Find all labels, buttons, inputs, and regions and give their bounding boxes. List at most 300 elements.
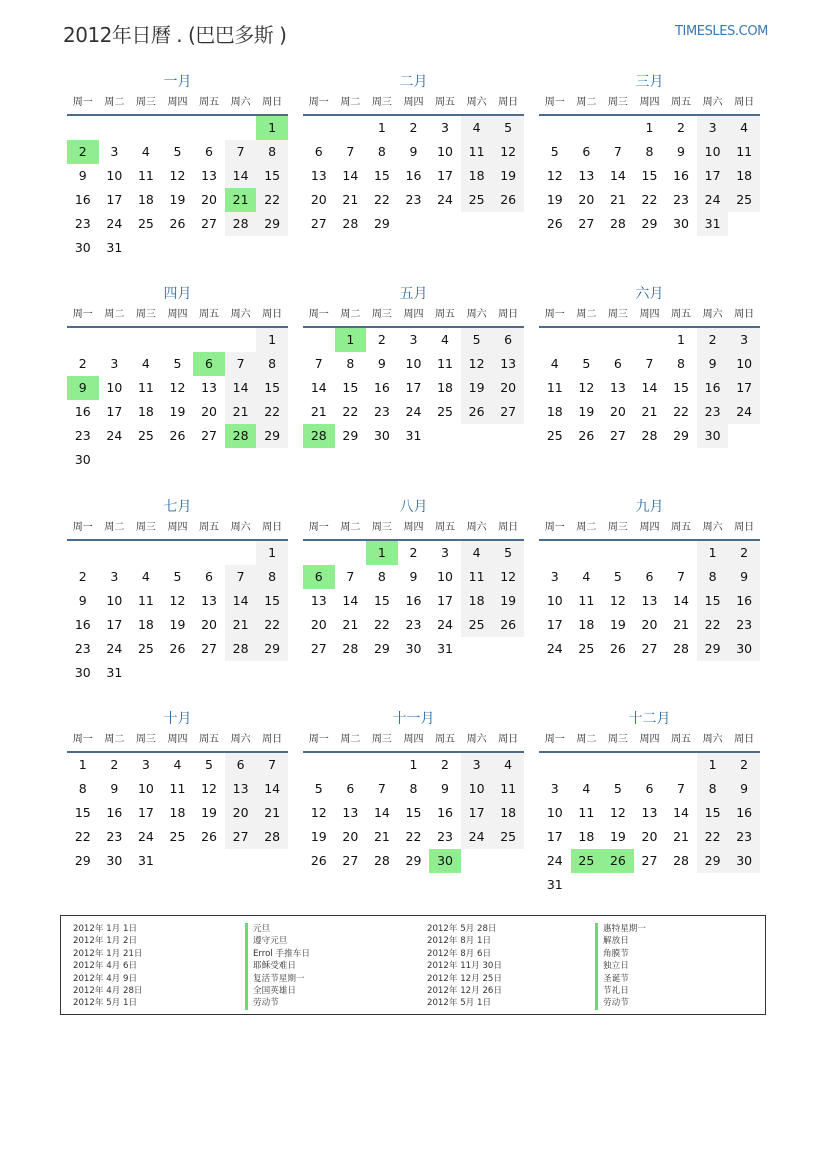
day-cell[interactable]: 28: [609, 216, 626, 231]
day-cell[interactable]: 20: [225, 801, 257, 825]
day-cell[interactable]: 1: [256, 541, 288, 565]
day-cell[interactable]: 23: [728, 825, 760, 849]
day-cell[interactable]: 6: [205, 569, 213, 584]
day-cell[interactable]: 22: [373, 617, 390, 632]
day-cell[interactable]: 7: [613, 144, 622, 159]
day-cell[interactable]: 23: [728, 613, 760, 637]
day-cell[interactable]: 14: [609, 168, 626, 183]
day-cell[interactable]: 7: [225, 565, 257, 589]
day-cell[interactable]: 14: [225, 376, 257, 400]
day-cell[interactable]: 6: [613, 356, 622, 371]
day-cell[interactable]: 20: [310, 192, 327, 207]
day-cell[interactable]: 6: [582, 144, 591, 159]
day-cell[interactable]: 9: [728, 565, 760, 589]
day-cell[interactable]: 8: [697, 777, 729, 801]
day-cell[interactable]: 16: [74, 617, 91, 632]
day-cell[interactable]: 14: [256, 777, 288, 801]
day-cell[interactable]: 22: [673, 404, 689, 419]
day-cell[interactable]: 24: [437, 617, 453, 632]
day-cell[interactable]: 3: [550, 781, 559, 796]
day-cell[interactable]: 3: [697, 116, 729, 140]
day-cell[interactable]: 14: [342, 593, 359, 608]
day-cell[interactable]: 26: [169, 641, 186, 656]
day-cell[interactable]: 25: [169, 829, 186, 844]
day-cell[interactable]: 30: [74, 240, 91, 255]
day-cell[interactable]: 20: [609, 404, 626, 419]
day-cell[interactable]: 22: [373, 192, 390, 207]
day-cell[interactable]: 13: [641, 593, 658, 608]
day-cell[interactable]: 31: [106, 665, 123, 680]
day-cell[interactable]: 8: [346, 356, 355, 371]
day-cell[interactable]: 21: [256, 801, 288, 825]
day-cell[interactable]: 21: [342, 192, 359, 207]
day-cell[interactable]: 2: [78, 356, 87, 371]
day-cell[interactable]: 10: [106, 380, 123, 395]
day-cell[interactable]: 14: [373, 805, 390, 820]
day-cell[interactable]: 11: [461, 565, 493, 589]
day-cell[interactable]: 8: [256, 352, 288, 376]
day-cell[interactable]: 4: [441, 332, 449, 347]
day-cell[interactable]: 20: [641, 829, 658, 844]
holiday-day-cell[interactable]: 1: [256, 116, 288, 140]
day-cell[interactable]: 3: [728, 328, 760, 352]
day-cell[interactable]: 2: [110, 757, 119, 772]
day-cell[interactable]: 5: [461, 328, 493, 352]
day-cell[interactable]: 27: [201, 428, 217, 443]
day-cell[interactable]: 17: [461, 801, 493, 825]
day-cell[interactable]: 13: [201, 380, 217, 395]
day-cell[interactable]: 12: [310, 805, 327, 820]
day-cell[interactable]: 15: [256, 376, 288, 400]
day-cell[interactable]: 2: [409, 545, 418, 560]
day-cell[interactable]: 27: [641, 641, 658, 656]
day-cell[interactable]: 11: [492, 777, 524, 801]
day-cell[interactable]: 16: [405, 168, 422, 183]
day-cell[interactable]: 8: [677, 356, 685, 371]
day-cell[interactable]: 21: [310, 404, 327, 419]
day-cell[interactable]: 18: [546, 404, 563, 419]
day-cell[interactable]: 20: [342, 829, 359, 844]
day-cell[interactable]: 3: [110, 569, 119, 584]
day-cell[interactable]: 9: [409, 569, 418, 584]
day-cell[interactable]: 20: [492, 376, 524, 400]
holiday-day-cell[interactable]: 28: [225, 424, 257, 448]
day-cell[interactable]: 17: [546, 617, 563, 632]
day-cell[interactable]: 16: [106, 805, 123, 820]
day-cell[interactable]: 22: [405, 829, 422, 844]
day-cell[interactable]: 19: [461, 376, 493, 400]
day-cell[interactable]: 3: [441, 545, 449, 560]
day-cell[interactable]: 26: [169, 216, 186, 231]
day-cell[interactable]: 20: [578, 192, 595, 207]
day-cell[interactable]: 8: [256, 565, 288, 589]
day-cell[interactable]: 29: [342, 428, 359, 443]
day-cell[interactable]: 10: [106, 593, 123, 608]
day-cell[interactable]: 3: [441, 120, 449, 135]
day-cell[interactable]: 30: [373, 428, 390, 443]
day-cell[interactable]: 26: [169, 428, 186, 443]
day-cell[interactable]: 23: [74, 641, 91, 656]
day-cell[interactable]: 29: [373, 216, 390, 231]
day-cell[interactable]: 1: [377, 120, 386, 135]
day-cell[interactable]: 27: [578, 216, 595, 231]
day-cell[interactable]: 11: [546, 380, 563, 395]
day-cell[interactable]: 7: [645, 356, 654, 371]
day-cell[interactable]: 1: [645, 120, 654, 135]
holiday-day-cell[interactable]: 25: [571, 849, 603, 873]
day-cell[interactable]: 23: [673, 192, 689, 207]
day-cell[interactable]: 27: [201, 641, 217, 656]
day-cell[interactable]: 8: [377, 569, 386, 584]
day-cell[interactable]: 17: [106, 192, 123, 207]
day-cell[interactable]: 15: [256, 164, 288, 188]
day-cell[interactable]: 15: [405, 805, 422, 820]
day-cell[interactable]: 8: [697, 565, 729, 589]
day-cell[interactable]: 28: [225, 637, 257, 661]
day-cell[interactable]: 14: [641, 380, 658, 395]
day-cell[interactable]: 26: [492, 188, 524, 212]
day-cell[interactable]: 10: [461, 777, 493, 801]
holiday-day-cell[interactable]: 6: [303, 565, 335, 589]
day-cell[interactable]: 18: [137, 192, 154, 207]
day-cell[interactable]: 23: [405, 617, 422, 632]
day-cell[interactable]: 13: [578, 168, 595, 183]
day-cell[interactable]: 5: [550, 144, 559, 159]
day-cell[interactable]: 29: [641, 216, 658, 231]
day-cell[interactable]: 20: [641, 617, 658, 632]
day-cell[interactable]: 11: [137, 380, 154, 395]
day-cell[interactable]: 22: [74, 829, 91, 844]
day-cell[interactable]: 10: [546, 805, 563, 820]
day-cell[interactable]: 27: [609, 428, 626, 443]
day-cell[interactable]: 4: [461, 541, 493, 565]
day-cell[interactable]: 23: [106, 829, 123, 844]
day-cell[interactable]: 1: [697, 753, 729, 777]
day-cell[interactable]: 8: [377, 144, 386, 159]
day-cell[interactable]: 14: [673, 593, 689, 608]
day-cell[interactable]: 25: [137, 216, 154, 231]
day-cell[interactable]: 22: [256, 400, 288, 424]
day-cell[interactable]: 28: [256, 825, 288, 849]
day-cell[interactable]: 7: [346, 144, 355, 159]
day-cell[interactable]: 19: [201, 805, 217, 820]
day-cell[interactable]: 5: [173, 356, 182, 371]
day-cell[interactable]: 12: [169, 168, 186, 183]
day-cell[interactable]: 6: [492, 328, 524, 352]
day-cell[interactable]: 19: [609, 829, 626, 844]
day-cell[interactable]: 4: [141, 144, 150, 159]
day-cell[interactable]: 6: [225, 753, 257, 777]
day-cell[interactable]: 9: [697, 352, 729, 376]
holiday-day-cell[interactable]: 6: [193, 352, 225, 376]
day-cell[interactable]: 14: [310, 380, 327, 395]
day-cell[interactable]: 29: [256, 212, 288, 236]
day-cell[interactable]: 19: [492, 164, 524, 188]
day-cell[interactable]: 29: [256, 637, 288, 661]
day-cell[interactable]: 29: [74, 853, 91, 868]
day-cell[interactable]: 30: [74, 665, 91, 680]
day-cell[interactable]: 11: [728, 140, 760, 164]
day-cell[interactable]: 16: [373, 380, 390, 395]
day-cell[interactable]: 27: [641, 853, 658, 868]
day-cell[interactable]: 24: [461, 825, 493, 849]
day-cell[interactable]: 15: [74, 805, 91, 820]
day-cell[interactable]: 1: [409, 757, 418, 772]
day-cell[interactable]: 5: [613, 569, 622, 584]
day-cell[interactable]: 13: [201, 593, 217, 608]
day-cell[interactable]: 21: [342, 617, 359, 632]
day-cell[interactable]: 4: [492, 753, 524, 777]
day-cell[interactable]: 18: [437, 380, 453, 395]
day-cell[interactable]: 28: [342, 216, 359, 231]
day-cell[interactable]: 31: [106, 240, 123, 255]
day-cell[interactable]: 4: [550, 356, 559, 371]
day-cell[interactable]: 24: [137, 829, 154, 844]
day-cell[interactable]: 6: [645, 569, 654, 584]
day-cell[interactable]: 11: [461, 140, 493, 164]
day-cell[interactable]: 16: [74, 404, 91, 419]
day-cell[interactable]: 25: [578, 641, 595, 656]
day-cell[interactable]: 12: [461, 352, 493, 376]
day-cell[interactable]: 23: [74, 216, 91, 231]
day-cell[interactable]: 10: [437, 569, 453, 584]
day-cell[interactable]: 27: [310, 641, 327, 656]
day-cell[interactable]: 24: [437, 192, 453, 207]
day-cell[interactable]: 24: [106, 641, 123, 656]
day-cell[interactable]: 28: [673, 641, 689, 656]
day-cell[interactable]: 31: [697, 212, 729, 236]
day-cell[interactable]: 17: [728, 376, 760, 400]
day-cell[interactable]: 26: [578, 428, 595, 443]
day-cell[interactable]: 12: [492, 565, 524, 589]
day-cell[interactable]: 21: [225, 400, 257, 424]
day-cell[interactable]: 8: [78, 781, 87, 796]
day-cell[interactable]: 23: [373, 404, 390, 419]
day-cell[interactable]: 27: [201, 216, 217, 231]
day-cell[interactable]: 12: [492, 140, 524, 164]
day-cell[interactable]: 9: [441, 781, 449, 796]
day-cell[interactable]: 12: [169, 593, 186, 608]
day-cell[interactable]: 22: [641, 192, 658, 207]
day-cell[interactable]: 4: [141, 356, 150, 371]
day-cell[interactable]: 24: [697, 188, 729, 212]
day-cell[interactable]: 10: [728, 352, 760, 376]
day-cell[interactable]: 26: [310, 853, 327, 868]
day-cell[interactable]: 10: [405, 356, 422, 371]
day-cell[interactable]: 22: [256, 188, 288, 212]
day-cell[interactable]: 30: [673, 216, 689, 231]
day-cell[interactable]: 1: [78, 757, 87, 772]
day-cell[interactable]: 14: [673, 805, 689, 820]
day-cell[interactable]: 2: [409, 120, 418, 135]
day-cell[interactable]: 19: [169, 192, 186, 207]
day-cell[interactable]: 24: [728, 400, 760, 424]
day-cell[interactable]: 1: [697, 541, 729, 565]
day-cell[interactable]: 3: [141, 757, 150, 772]
day-cell[interactable]: 19: [169, 617, 186, 632]
day-cell[interactable]: 18: [728, 164, 760, 188]
day-cell[interactable]: 23: [437, 829, 453, 844]
day-cell[interactable]: 18: [137, 404, 154, 419]
day-cell[interactable]: 14: [225, 164, 257, 188]
day-cell[interactable]: 5: [582, 356, 591, 371]
day-cell[interactable]: 5: [492, 116, 524, 140]
day-cell[interactable]: 29: [256, 424, 288, 448]
day-cell[interactable]: 25: [437, 404, 453, 419]
day-cell[interactable]: 17: [137, 805, 154, 820]
day-cell[interactable]: 26: [201, 829, 217, 844]
day-cell[interactable]: 29: [673, 428, 689, 443]
day-cell[interactable]: 13: [201, 168, 217, 183]
day-cell[interactable]: 12: [546, 168, 563, 183]
day-cell[interactable]: 10: [437, 144, 453, 159]
day-cell[interactable]: 6: [205, 144, 213, 159]
day-cell[interactable]: 17: [697, 164, 729, 188]
day-cell[interactable]: 16: [728, 589, 760, 613]
day-cell[interactable]: 28: [225, 212, 257, 236]
day-cell[interactable]: 31: [546, 877, 563, 892]
day-cell[interactable]: 7: [377, 781, 386, 796]
day-cell[interactable]: 21: [673, 617, 689, 632]
day-cell[interactable]: 10: [697, 140, 729, 164]
day-cell[interactable]: 15: [373, 168, 390, 183]
day-cell[interactable]: 30: [106, 853, 123, 868]
day-cell[interactable]: 15: [697, 801, 729, 825]
day-cell[interactable]: 14: [342, 168, 359, 183]
day-cell[interactable]: 20: [201, 404, 217, 419]
day-cell[interactable]: 30: [74, 452, 91, 467]
day-cell[interactable]: 6: [346, 781, 355, 796]
day-cell[interactable]: 8: [409, 781, 418, 796]
day-cell[interactable]: 29: [373, 641, 390, 656]
day-cell[interactable]: 5: [205, 757, 213, 772]
day-cell[interactable]: 5: [173, 569, 182, 584]
day-cell[interactable]: 29: [697, 637, 729, 661]
day-cell[interactable]: 29: [697, 849, 729, 873]
day-cell[interactable]: 4: [728, 116, 760, 140]
day-cell[interactable]: 15: [697, 589, 729, 613]
day-cell[interactable]: 28: [373, 853, 390, 868]
holiday-day-cell[interactable]: 9: [67, 376, 99, 400]
day-cell[interactable]: 12: [201, 781, 217, 796]
day-cell[interactable]: 7: [677, 569, 685, 584]
day-cell[interactable]: 26: [461, 400, 493, 424]
day-cell[interactable]: 7: [256, 753, 288, 777]
day-cell[interactable]: 4: [141, 569, 150, 584]
day-cell[interactable]: 15: [373, 593, 390, 608]
holiday-day-cell[interactable]: 1: [366, 541, 398, 565]
day-cell[interactable]: 11: [137, 593, 154, 608]
day-cell[interactable]: 24: [546, 853, 563, 868]
day-cell[interactable]: 21: [373, 829, 390, 844]
day-cell[interactable]: 15: [256, 589, 288, 613]
day-cell[interactable]: 23: [74, 428, 91, 443]
day-cell[interactable]: 16: [437, 805, 453, 820]
day-cell[interactable]: 30: [728, 637, 760, 661]
day-cell[interactable]: 20: [201, 192, 217, 207]
day-cell[interactable]: 3: [409, 332, 418, 347]
day-cell[interactable]: 28: [673, 853, 689, 868]
day-cell[interactable]: 5: [173, 144, 182, 159]
day-cell[interactable]: 3: [110, 356, 119, 371]
day-cell[interactable]: 18: [137, 617, 154, 632]
day-cell[interactable]: 27: [225, 825, 257, 849]
day-cell[interactable]: 28: [641, 428, 658, 443]
day-cell[interactable]: 15: [641, 168, 658, 183]
day-cell[interactable]: 9: [677, 144, 685, 159]
day-cell[interactable]: 27: [492, 400, 524, 424]
day-cell[interactable]: 28: [342, 641, 359, 656]
day-cell[interactable]: 24: [405, 404, 422, 419]
day-cell[interactable]: 24: [546, 641, 563, 656]
day-cell[interactable]: 20: [310, 617, 327, 632]
day-cell[interactable]: 25: [137, 428, 154, 443]
day-cell[interactable]: 9: [728, 777, 760, 801]
day-cell[interactable]: 22: [342, 404, 359, 419]
brand-logo[interactable]: TIMESLES.COM: [674, 24, 768, 39]
day-cell[interactable]: 8: [645, 144, 654, 159]
day-cell[interactable]: 3: [550, 569, 559, 584]
day-cell[interactable]: 4: [173, 757, 182, 772]
day-cell[interactable]: 17: [546, 829, 563, 844]
day-cell[interactable]: 27: [310, 216, 327, 231]
day-cell[interactable]: 5: [613, 781, 622, 796]
day-cell[interactable]: 10: [106, 168, 123, 183]
day-cell[interactable]: 4: [582, 569, 591, 584]
day-cell[interactable]: 3: [461, 753, 493, 777]
day-cell[interactable]: 2: [441, 757, 449, 772]
day-cell[interactable]: 6: [645, 781, 654, 796]
day-cell[interactable]: 19: [578, 404, 595, 419]
day-cell[interactable]: 26: [492, 613, 524, 637]
day-cell[interactable]: 1: [677, 332, 685, 347]
day-cell[interactable]: 17: [106, 404, 123, 419]
day-cell[interactable]: 20: [201, 617, 217, 632]
day-cell[interactable]: 19: [609, 617, 626, 632]
day-cell[interactable]: 19: [310, 829, 327, 844]
day-cell[interactable]: 16: [74, 192, 91, 207]
day-cell[interactable]: 18: [461, 589, 493, 613]
day-cell[interactable]: 31: [405, 428, 422, 443]
day-cell[interactable]: 9: [409, 144, 418, 159]
day-cell[interactable]: 31: [137, 853, 154, 868]
day-cell[interactable]: 14: [225, 589, 257, 613]
day-cell[interactable]: 12: [609, 805, 626, 820]
day-cell[interactable]: 17: [437, 593, 453, 608]
day-cell[interactable]: 18: [169, 805, 186, 820]
day-cell[interactable]: 21: [641, 404, 658, 419]
day-cell[interactable]: 17: [106, 617, 123, 632]
day-cell[interactable]: 9: [78, 593, 87, 608]
day-cell[interactable]: 11: [578, 593, 595, 608]
day-cell[interactable]: 18: [461, 164, 493, 188]
day-cell[interactable]: 21: [609, 192, 626, 207]
day-cell[interactable]: 4: [582, 781, 591, 796]
day-cell[interactable]: 19: [546, 192, 563, 207]
holiday-day-cell[interactable]: 1: [335, 328, 367, 352]
day-cell[interactable]: 23: [697, 400, 729, 424]
day-cell[interactable]: 18: [492, 801, 524, 825]
day-cell[interactable]: 18: [578, 617, 595, 632]
day-cell[interactable]: 17: [405, 380, 422, 395]
holiday-day-cell[interactable]: 26: [602, 849, 634, 873]
day-cell[interactable]: 30: [697, 424, 729, 448]
day-cell[interactable]: 13: [492, 352, 524, 376]
day-cell[interactable]: 2: [728, 541, 760, 565]
day-cell[interactable]: 7: [225, 352, 257, 376]
day-cell[interactable]: 21: [673, 829, 689, 844]
day-cell[interactable]: 10: [137, 781, 154, 796]
